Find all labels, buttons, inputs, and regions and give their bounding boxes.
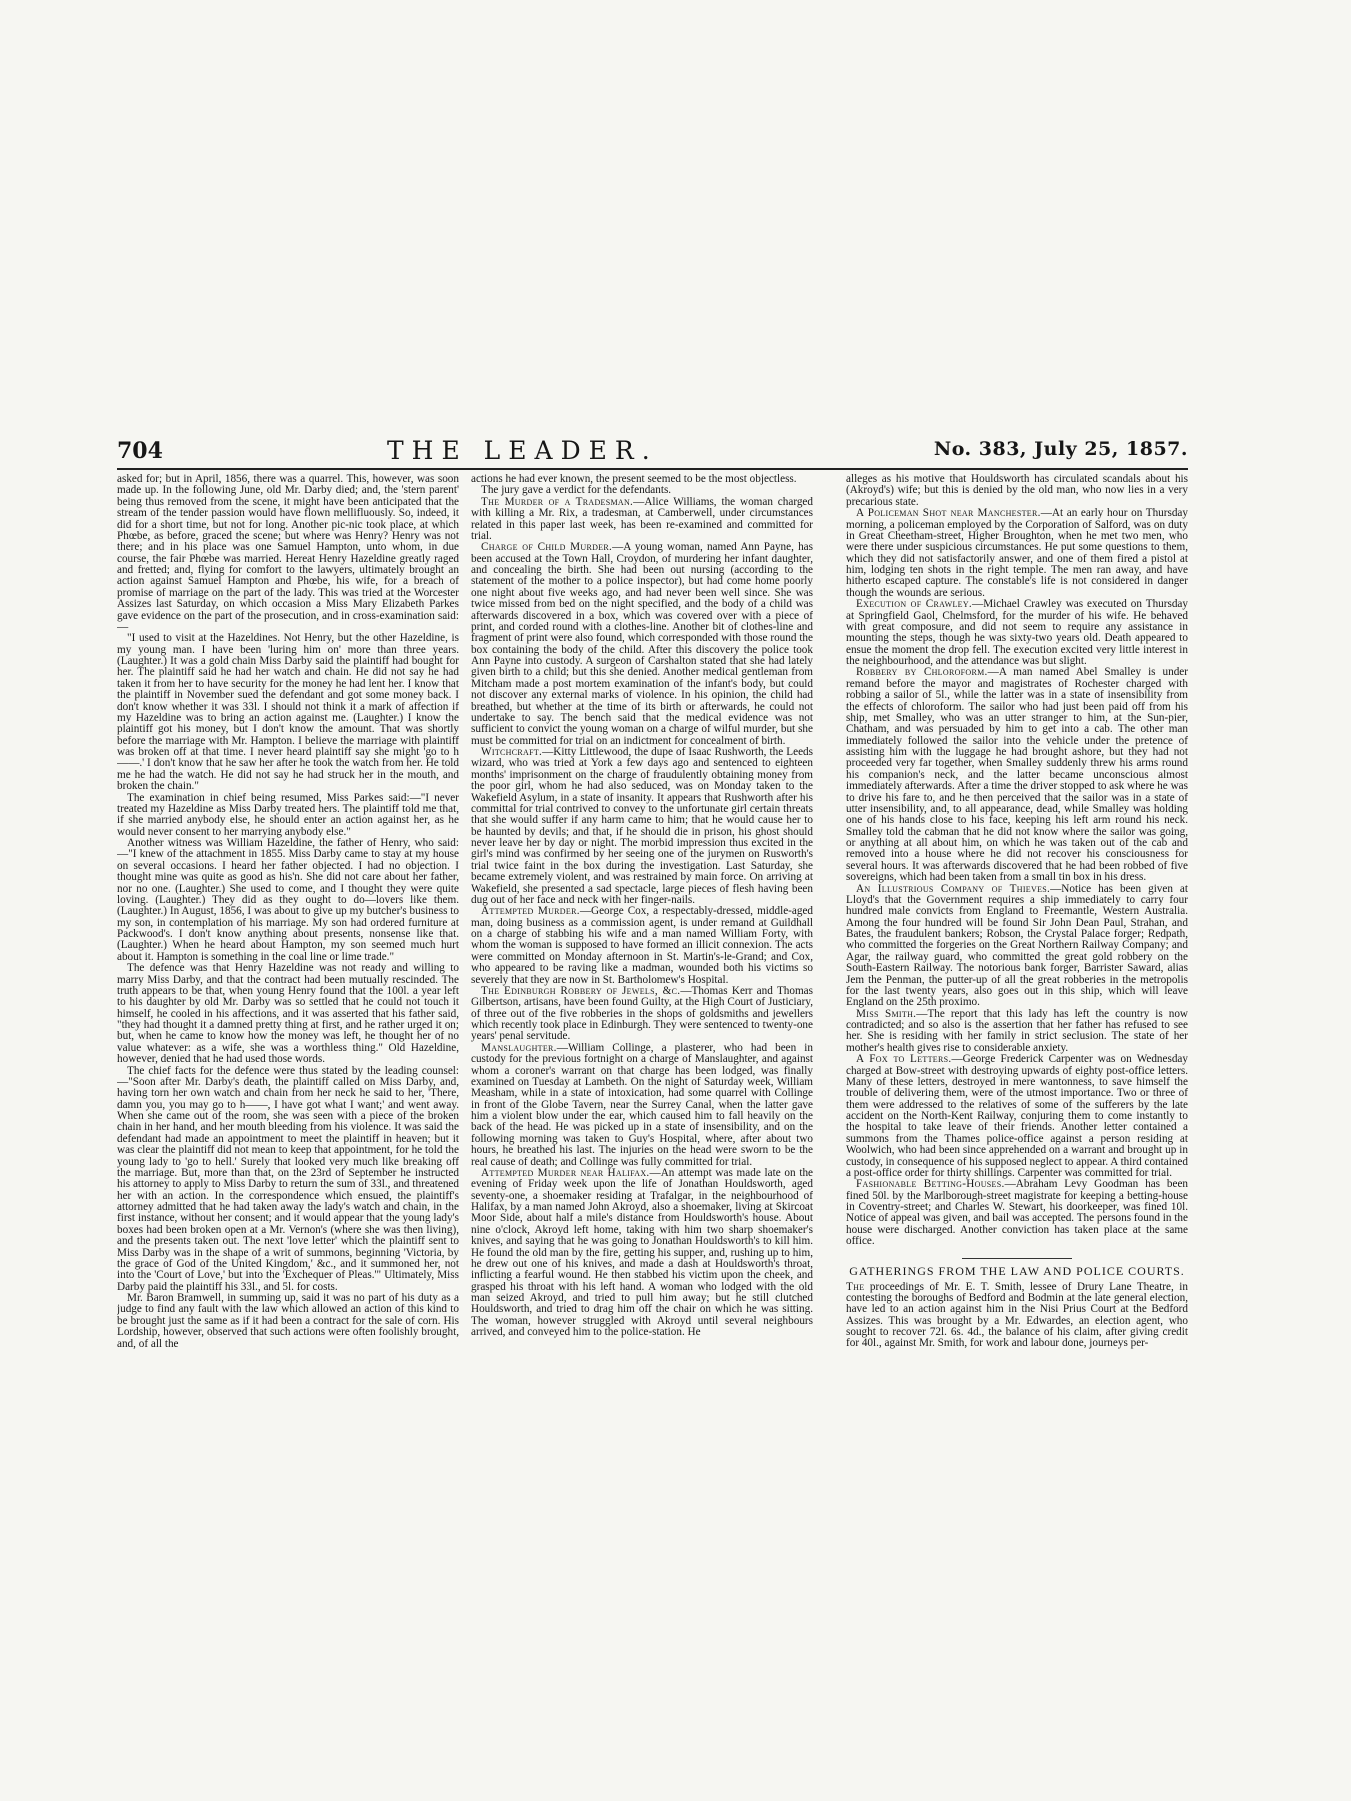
masthead (117, 438, 1188, 464)
article-paragraph: "I used to visit at the Hazeldines. Not Henry, but the other Hazeldine, is my young man. I have been 'luring him on' more than three years. (Laughter.) It was a gold chain Miss Darby said the plaintiff had bought for her. The plaintiff said he had her watch and chain. He did not say he had taken it from her to have security for the money he had lent her. I know that the plaintiff in November sued the defendant and got some money back. I don't know whether it was 33l. I should not think it a mark of affection if my Hazeldine was to bring an action against me. (Laughter.) I know the plaintiff got his money, but I don't know the amount. That was shortly before the marriage with Mr. Hampton. I believe the marriage with plaintiff was broken off at that time. I never heard plaintiff say she might 'go to h——.' I don't know that he saw her after he took the watch from her. He told me he had the watch. He did not say he had struck her in the mouth, and broken the chain." (117, 632, 459, 793)
newspaper-title: THE LEADER. (387, 436, 658, 465)
article-paragraph: The defence was that Henry Hazeldine was not ready and willing to marry Miss Darby, and that the contract had been mutually rescinded. The truth appears to be that, when young Henry found that the 100l. a year left to his daughter by old Mr. Darby was so settled that he could not touch it himself, he cooled in his affections, and it was asserted that his father said, "they had thought it a damned pretty thing at first, and he rather urged it on; but, when he came to know how the money was left, he thought her of no value whatever: as a wife, she was a worthless thing." Old Hazeldine, however, denied that he had used those words. (117, 962, 459, 1066)
item-body: —Michael Crawley was executed on Thursday at Springfield Gaol, Chelmsford, for the murder of his wife. He behaved with great composure, and did not seem to require any assistance in mounting the steps, though he was sixty-two years old. Death appeared to ensue the moment the drop fell. The execution excited very little interest in the neighbourhood, and the attendance was but slight. (846, 598, 1188, 667)
item-body: —George Frederick Carpenter was on Wednesday charged at Bow-street with destroying upwards of eighty post-office letters. Many of these letters, destroyed in mere wantonness, to save himself the trouble of delivering them, were of the utmost importance. Two or three of them were addressed to the relatives of some of the sufferers by the late accident on the North-Kent Railway, conjuring them to come instantly to the hospital to take leave of their friends. Another letter contained a summons from the Thames police-office against a person residing at Woolwich, who had been since apprehended on a warrant and brought up in custody, in consequence of his supposed neglect to appear. A third contained a post-office order for thirty shillings. Carpenter was committed for trial. (846, 1053, 1188, 1179)
news-item (846, 667, 1188, 883)
article-paragraph: The chief facts for the defence were thus stated by the leading counsel:—"Soon after Mr. Darby's death, the plaintiff called on Miss Darby, and, having torn her own watch and chain from her neck he said to her, 'There, damn you, you may go to h——, I have got what I want;' and went away. When she came out of the room, she was seen with a piece of the broken chain in her hand, and her mouth bleeding from his violence. It was said the defendant had made an appointment to meet the plaintiff in heaven; but it was clear the plaintiff did not mean to keep that appointment, for he told the young lady to 'go to hell.' Surely that looked very much like breaking off the marriage. But, more than that, on the 23rd of September he instructed his attorney to apply to Miss Darby to return the sum of 33l., and threatened her with an action. In the correspondence which ensued, the plaintiff's attorney admitted that he had taken away the lady's watch and chain, in the first instance, without her consent; and it would appear that the young lady's boxes had been broken open at a Mr. Vernon's (where she was then living), and the presents taken out. The next 'love letter' which the plaintiff sent to Miss Darby was in the shape of a writ of summons, beginning 'Victoria, by the grace of God of the United Kingdom,' &c., and it summoned her, not into the 'Court of Love,' but into the 'Exchequer of Pleas.'" Ultimately, Miss Darby paid the plaintiff his 33l., and 5l. for costs. (117, 1064, 459, 1293)
item-body: —Notice has been given at Lloyd's that the Government requires a ship immediately to carry four hundred male convicts from England to Freemantle, Western Australia. Among the four hundred will be found Sir John Dean Paul, Strahan, and Bates, the fraudulent bankers; Robson, the Crystal Palace forger; Redpath, who committed the forgeries on the Great Northern Railway Company; and Agar, the railway guard, who committed the great gold robbery on the South-Eastern Railway. The notorious bank forger, Barrister Saward, alias Jem the Penman, the putter-up of all the great robberies in the metropolis for the last twenty years, also goes out in this ship, which will leave England on the 25th proximo. (846, 882, 1188, 1009)
news-item (846, 1179, 1188, 1247)
item-heading: The Edinburgh Robbery of Jewels, &c. (481, 984, 681, 997)
item-heading: An Illustrious Company of Thieves. (856, 882, 1051, 895)
news-item (471, 542, 813, 747)
item-heading: The Murder of a Tradesman. (481, 495, 634, 508)
news-item (846, 1282, 1188, 1350)
item-heading: Attempted Murder near Halifax. (481, 1166, 650, 1179)
news-item (846, 508, 1188, 599)
item-heading: Manslaughter. (481, 1041, 557, 1054)
item-heading: A Policeman Shot near Manchester. (856, 507, 1041, 520)
item-body: —A young woman, named Ann Payne, has been accused at the Town Hall, Croydon, of murdering her infant daughter, and concealing the birth. She had been out nursing (according to the statement of the mother to a police inspector), but had come home poorly one night about five weeks ago, and had never been well since. She was twice missed from bed on the night specified, and the body of a child was afterwards discovered in a box, which was covered over with a piece of print, and corded round with a clothes-line. Another bit of clothes-line and fragment of print were also found, which corresponded with those round the box containing the body of the child. After this discovery the police took Ann Payne into custody. A surgeon of Carshalton stated that she had lately given birth to a child; but this she denied. Another medical gentleman from Mitcham made a post mortem examination of the infant's body, but could not discover any external marks of violence. In his opinion, the child had breathed, but whether at the time of its birth or afterwards, he could not undertake to say. The bench said that the medical evidence was not sufficient to convict the young woman on a charge of wilful murder, but she must be committed for trial on an indictment for concealment of birth. (471, 541, 813, 747)
item-body: —George Cox, a respectably-dressed, middle-aged man, doing business as a commission agent, is under remand at Guildhall on a charge of stabbing his wife and a man named William Forty, with whom the woman is supposed to have formed an illicit connexion. The acts were committed on Monday afternoon in St. Martin's-le-Grand; and Cox, who appeared to be raving like a madman, wounded both his victims so severely that they are now in St. Bartholomew's Hospital. (471, 905, 813, 986)
item-body: —Thomas Kerr and Thomas Gilbertson, artisans, have been found Guilty, at the High Court of Justiciary, of three out of the five robberies in the shops of goldsmiths and jewellers which recently took place in Edinburgh. They were sentenced to twenty-one years' penal servitude. (471, 984, 813, 1043)
news-item (846, 884, 1188, 1009)
news-item (471, 1043, 813, 1168)
column-3 (846, 474, 1188, 1479)
issue-info: No. 383, July 25, 1857. (933, 438, 1188, 460)
news-item (846, 1009, 1188, 1055)
item-heading: Witchcraft. (481, 746, 543, 758)
item-body: —William Collinge, a plasterer, who had been in custody for the previous fortnight on a charge of Manslaughter, and against whom a coroner's warrant on that charge has been lodged, was finally examined on Tuesday at Lambeth. On the night of Saturday week, William Measham, while in a state of intoxication, had some quarrel with Collinge in front of the Globe Tavern, near the Surrey Canal, when the latter gave him a violent blow under the ear, which caused him to fall heavily on the back of the head. He was picked up in a state of insensibility, and on the following morning was taken to Guy's Hospital, where, after about two hours, he breathed his last. The injuries on the head were sworn to be the real cause of death; and Collinge was fully committed for trial. (471, 1041, 813, 1168)
item-body: —Kitty Littlewood, the dupe of Isaac Rushworth, the Leeds wizard, who was tried at York a few days ago and sentenced to eighteen months' imprisonment on the charge of fraudulently obtaining money from the poor girl, whom he had also seduced, was on Monday taken to the Wakefield Asylum, in a state of insanity. It appears that Rushworth after his committal for trial contrived to convey to the unfortunate girl certain threats that she would suffer if any harm came to him; that he would cause her to be haunted by devils; and that, if he should die in prison, his ghost should never leave her by day or night. The morbid impression thus excited in the girl's mind was confirmed by her seeing one of the jurymen on Rusworth's trial twice faint in the box during the investigation. Last Saturday, she became extremely violent, and was restrained by main force. On arriving at Wakefield, she presented a sad spectacle, large pieces of flesh having been dug out of her face and neck with her finger-nails. (471, 746, 813, 906)
news-item (846, 599, 1188, 667)
column-2 (471, 474, 813, 1479)
article-paragraph: actions he had ever known, the present seemed to be the most objectless. (471, 474, 797, 485)
item-heading: Execution of Crawley. (856, 598, 973, 611)
column-1 (117, 474, 459, 1479)
article-paragraph: asked for; but in April, 1856, there was a quarrel. This, however, was soon made up. In the following June, old Mr. Darby died; and, the 'stern parent' being thus removed from the scene, it might have been anticipated that the stream of the tender passion would have flown mellifluously. So, indeed, it did for a short time, but not for long. Another pic-nic took place, at which Phœbe, as before, graced the scene; but where was Henry? Henry was not there; and in his place was one Samuel Hampton, unto whom, in due course, the fair Phœbe was married. Hereat Henry Hazeldine greatly raged and fretted; and, flying for comfort to the lawyers, ultimately brought an action against Samuel Hampton and Phœbe, his wife, for a breach of promise of marriage on the part of the lady. This was tried at the Worcester Assizes last Saturday, on which occasion a Miss Mary Elizabeth Parkes gave evidence on the part of the prosecution, and in cross-examination said:— (117, 474, 459, 633)
news-item (471, 1168, 813, 1339)
section-divider (962, 1258, 1072, 1259)
item-body: —A man named Abel Smalley is under remand before the mayor and magistrates of Rochester charged with robbing a sailor of 5l., while the latter was in a state of insensibility from the effects of chloroform. The sailor who had just been paid off from his ship, met Smalley, who was an utter stranger to him, at the Sun-pier, Chatham, and was persuaded by him to get into a cab. The other man immediately followed the sailor into the vehicle under the pretence of assisting him with the luggage he had brought ashore, but they had not proceeded very far together, when Smalley suddenly threw his arms round his companion's neck, and the latter became unconscious almost immediately afterwards. After a time the driver stopped to ask where he was to drive his fare to, and he then perceived that the sailor was in a state of utter insensibility, and, to all appearance, dead, while Smalley was holding one of his hands close to his face, keeping his left arm round his neck. Smalley told the cabman that he did not know where the sailor was going, or anything at all about him, on which he was taken out of the cab and removed into a house where he did not recover his consciousness for several hours. It was afterwards discovered that he had been robbed of five sovereigns, which had been taken from a small tin box in his dress. (846, 666, 1188, 884)
page-number: 704 (117, 438, 163, 464)
article-paragraph: The jury gave a verdict for the defendants. (481, 484, 672, 497)
item-body: —At an early hour on Thursday morning, a policeman employed by the Corporation of Salford, was on duty in Great Cheetham-street, Higher Broughton, when he met two men, who were there under suspicious circumstances. He put some questions to them, which they did not satisfactorily answer, and one of them fired a pistol at him, lodging ten shots in the right temple. The men ran away, and have hitherto escaped capture. The constable's life is not considered in danger though the wounds are serious. (846, 507, 1188, 599)
news-item (471, 497, 813, 543)
news-item (471, 986, 813, 1043)
header-rule (117, 468, 1188, 470)
item-body: —Abraham Levy Goodman has been fined 50l. by the Marlborough-street magistrate for keeping a betting-house in Coventry-street; and Charles W. Stewart, his doorkeeper, was fined 10l. Notice of appeal was given, and bail was accepted. The persons found in the house were discharged. Another conviction has taken place at the same office. (846, 1178, 1188, 1248)
section-heading: GATHERINGS FROM THE LAW AND POLICE COURTS. (849, 1263, 1185, 1278)
article-paragraph: Another witness was William Hazeldine, the father of Henry, who said:—"I knew of the attachment in 1855. Miss Darby came to stay at my house on several occasions. I heard her father objected. I had no objection. I thought mine was quite as good as his'n. She did not care about her father, nor no one. (Laughter.) She used to come, and I thought they were quite loving. (Laughter.) They did as they ought to do—lovers like them. (Laughter.) In August, 1856, I was about to give up my butcher's business to my son, in contemplation of his marriage. My son had ordered furniture at Packwood's. I don't know anything about presents, nonsense like that. (Laughter.) When he heard about Hampton, my son seemed much hurt about it. Hampton is something in the coal line or lime trade." (117, 837, 459, 963)
article-paragraph: alleges as his motive that Houldsworth has circulated scandals about his (Akroyd's) wife; but this is denied by the old man, who now lies in a very precarious state. (846, 474, 1188, 508)
item-body: —An attempt was made late on the evening of Friday week upon the life of Jonathan Houldsworth, aged seventy-one, a shoemaker residing at Trafalgar, in the neighbourhood of Halifax, by a man named John Akroyd, also a shoemaker, living at Skircoat Moor Side, about half a mile's distance from Houldsworth's house. About nine o'clock, Akroyd left home, taking with him two sharp shoemaker's knives, and saying that he was going to Jonathan Houldsworth's to kill him. He found the old man by the fire, getting his supper, and, rushing up to him, he drew out one of his knives, and made a dash at Houldsworth's throat, inflicting a fearful wound. He then stabbed his victim upon the cheek, and grasped his throat with his left hand. A woman who lodged with the old man seized Akroyd, and tried to pull him away; but he still clutched Houldsworth, and tried to drag him off the chair on which he was sitting. The woman, however struggled with Akroyd until several neighbours arrived, and conveyed him to the police-station. He (471, 1166, 813, 1339)
item-heading: Attempted Murder. (481, 905, 580, 918)
article-paragraph: The examination in chief being resumed, Miss Parkes said:—"I never treated my Hazeldine as Miss Darby treated hers. The plaintiff told me that, if she married anybody else, he should enter an action against her, as he would never consent to her marrying anybody else." (117, 791, 459, 838)
item-heading: Robbery by Chloroform. (856, 666, 988, 679)
item-body: —The report that this lady has left the country is now contradicted; and so also is the assertion that her father has refused to see her. She is residing with her family in strict seclusion. The state of her mother's health gives rise to considerable anxiety. (846, 1007, 1188, 1054)
news-item (471, 906, 813, 986)
item-heading: Charge of Child Murder. (481, 541, 613, 554)
item-heading: Fashionable Betting-Houses. (856, 1178, 1005, 1191)
item-body: proceedings of Mr. E. T. Smith, lessee of Drury Lane Theatre, in contesting the boroughs of Bedford and Bodmin at the late general election, have led to an action against him in the Nisi Prius Court at the Bedford Assizes. This was brought by a Mr. Edwardes, an election agent, who sought to recover 72l. 6s. 4d., the balance of his claim, after giving credit for 40l., against Mr. Smith, for work and labour done, journeys per- (846, 1280, 1188, 1350)
article-paragraph: Mr. Baron Bramwell, in summing up, said it was no part of his duty as a judge to find any fault with the law which allowed an action of this kind to be brought just the same as if it had been a contract for the sale of corn. His Lordship, however, observed that such actions were often foolishly brought, and, of all the (117, 1292, 459, 1350)
news-item (471, 747, 813, 906)
item-heading: A Fox to Letters. (856, 1053, 952, 1066)
item-body: —Alice Williams, the woman charged with killing a Mr. Rix, a tradesman, at Camberwell, under circumstances related in this paper last week, has been re-examined and committed for trial. (471, 495, 813, 542)
item-heading: Miss Smith. (856, 1007, 917, 1020)
item-heading: The (846, 1280, 865, 1293)
news-item (846, 1054, 1188, 1179)
